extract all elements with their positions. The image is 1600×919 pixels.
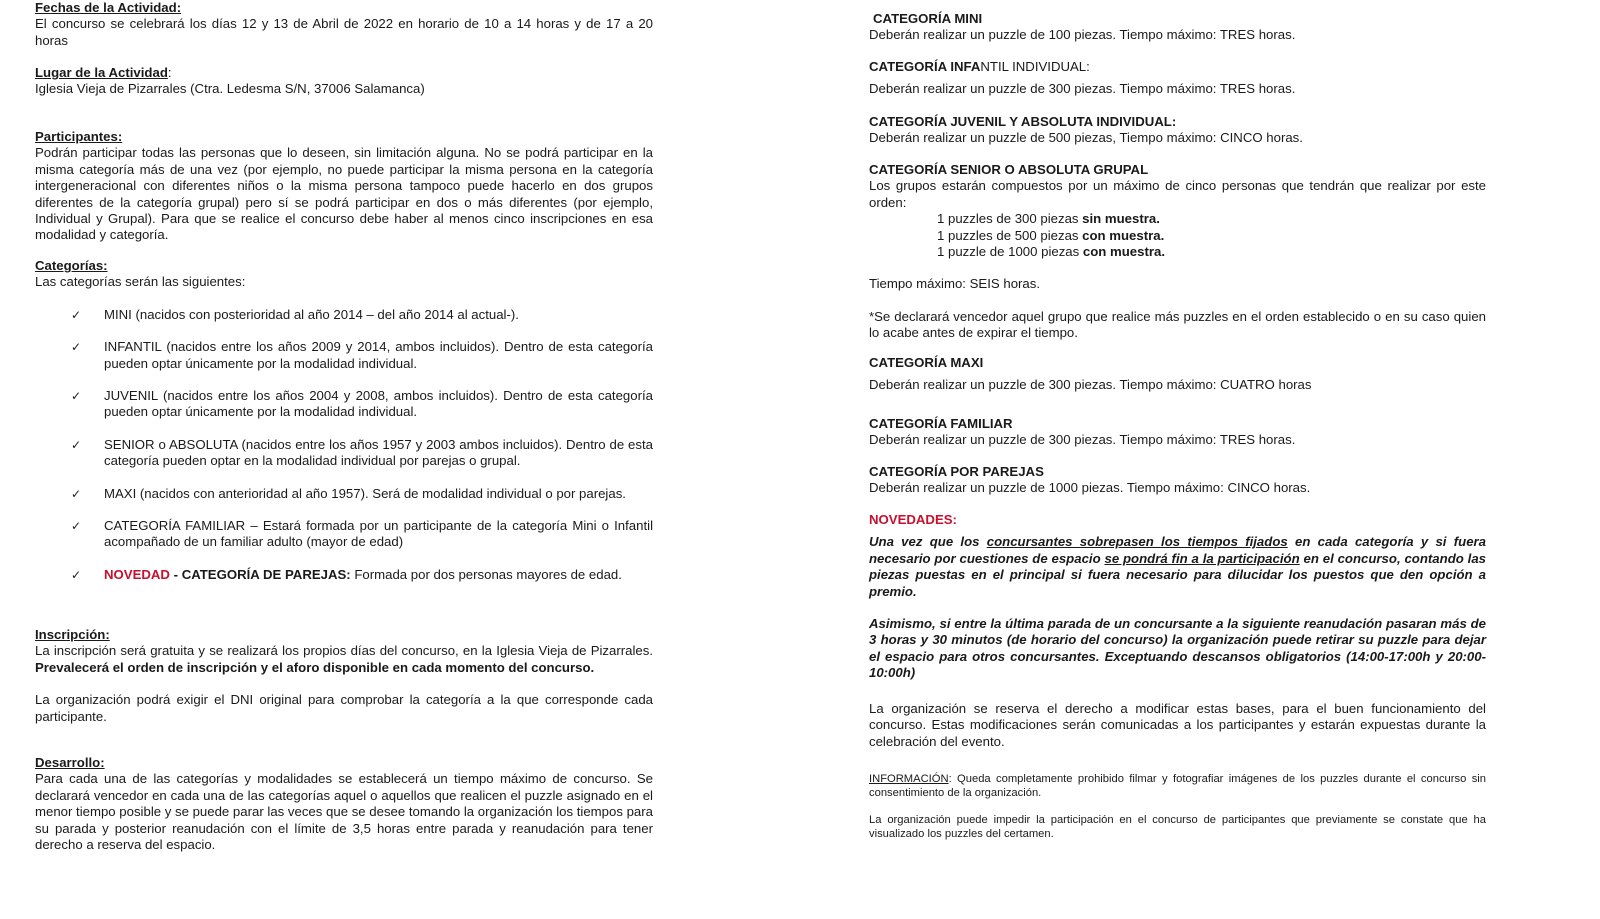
list-item (35, 437, 653, 470)
categorias-list (35, 307, 653, 583)
informacion-label: INFORMACIÓN (869, 773, 949, 785)
mini-text: Deberán realizar un puzzle de 100 piezas. Tiempo máximo: TRES horas. (869, 27, 1296, 43)
list-item (869, 211, 1486, 227)
section-lugar (35, 65, 653, 98)
novedad-sep: - (169, 566, 182, 582)
section-informacion (869, 772, 1486, 842)
senior-note: *Se declarará vencedor aquel grupo que realice más puzzles en el orden establecido o en su caso quien lo acabe antes de expirar el tiempo. (869, 308, 1486, 341)
inscripcion-dni: La organización podrá exigir el DNI original para comprobar la categoría a la que corresponde cada participante. (35, 692, 653, 724)
familiar-title: CATEGORÍA FAMILIAR (869, 416, 1013, 431)
list-item (35, 388, 653, 421)
section-maxi (869, 355, 1486, 394)
senior-item-text: 1 puzzles de 500 piezas (937, 227, 1083, 243)
desarrollo-heading: Desarrollo: (35, 755, 105, 770)
categoria-maxi: MAXI (nacidos con anterioridad al año 1957). Será de modalidad individual o por parejas. (104, 485, 626, 501)
categoria-familiar: CATEGORÍA FAMILIAR – Estará formada por un participante de la categoría Mini o Infantil acompañado de un familiar adulto (mayor de edad) (104, 518, 653, 550)
participantes-heading: Participantes: (35, 129, 123, 144)
fechas-heading: Fechas de la Actividad: (35, 0, 182, 15)
section-desarrollo (35, 755, 653, 853)
parejas-text: Deberán realizar un puzzle de 1000 piezas. Tiempo máximo: CINCO horas. (869, 480, 1311, 496)
section-mini (869, 11, 1486, 44)
check-icon: ✓ (71, 307, 82, 322)
informacion-text: : Queda completamente prohibido filmar y fotografiar imágenes de los puzzles durante el concurso sin consentimiento de la organización. (869, 773, 1486, 800)
section-juvenil (869, 114, 1486, 147)
senior-item-text: 1 puzzles de 300 piezas (937, 211, 1083, 227)
senior-item-bold: sin muestra. (1082, 211, 1160, 227)
check-icon: ✓ (71, 519, 82, 534)
participantes-text: Podrán participar todas las personas que lo deseen, sin limitación alguna. No se podrá participar en la misma categoría más de una vez (por ejemplo, no puede participar la misma persona en la categoría intergeneracional con diferentes niños o la misma persona tampoco puede hacerlo en dos grupos diferentes de la categoría grupal) pero sí se podrá participar en dos o más diferentes (por ejemplo, Individual y Grupal). Para que se realice el concurso debe haber al menos cinco inscripciones en esa modalidad y categoría. (35, 145, 653, 243)
list-item (869, 228, 1486, 244)
parejas-title: CATEGORÍA POR PAREJAS (869, 464, 1044, 479)
check-icon: ✓ (71, 340, 82, 355)
infantil-text: Deberán realizar un puzzle de 300 piezas. Tiempo máximo: TRES horas. (869, 81, 1296, 97)
novedades-p1 (869, 534, 1486, 600)
senior-item-bold: con muestra. (1082, 244, 1165, 260)
senior-title: CATEGORÍA SENIOR O ABSOLUTA GRUPAL (869, 162, 1149, 177)
categoria-mini: MINI (nacidos con posterioridad al año 2014 – del año 2014 al actual-). (104, 306, 519, 322)
senior-tiempo: Tiempo máximo: SEIS horas. (869, 276, 1041, 292)
lugar-heading: Lugar de la Actividad (35, 65, 168, 80)
infantil-title-bold: CATEGORÍA INFA (869, 59, 981, 74)
list-item (35, 518, 653, 551)
infantil-title-rest: NTIL INDIVIDUAL: (980, 59, 1090, 74)
maxi-title: CATEGORÍA MAXI (869, 355, 984, 370)
impedir-text: La organización puede impedir la participación en el concurso de participantes que previamente se constate que ha visualizado los puzzles del certamen. (869, 813, 1486, 841)
novedades-p1-b: en cada categoría y si fuera necesario por cuestiones de espacio (869, 534, 1486, 566)
list-item (35, 307, 653, 323)
novedad-title: CATEGORÍA DE PAREJAS: (181, 566, 351, 582)
novedades-p1-a: Una vez que los (869, 534, 987, 550)
section-infantil (869, 59, 1486, 98)
fechas-text: El concurso se celebrará los días 12 y 13 de Abril de 2022 en horario de 10 a 14 horas y de 17 a 20 horas (35, 16, 653, 48)
list-item (869, 244, 1486, 260)
categorias-intro: Las categorías serán las siguientes: (35, 274, 246, 290)
familiar-text: Deberán realizar un puzzle de 300 piezas. Tiempo máximo: TRES horas. (869, 432, 1296, 448)
novedades-p1-u2: se pondrá fin a la participación (1104, 550, 1300, 566)
novedades-p1-c: en el concurso, contando las piezas puestas en el principal si fuera necesario para dilucidar los puestos que den opción a premio. (869, 550, 1486, 599)
senior-text: Los grupos estarán compuestos por un máximo de cinco personas que tendrán que realizar por este orden: (869, 178, 1486, 210)
categorias-heading: Categorías: (35, 258, 108, 273)
inscripcion-text: La inscripción será gratuita y se realizará los propios días del concurso, en la Iglesia Vieja de Pizarrales. (35, 643, 653, 659)
check-icon: ✓ (71, 437, 82, 452)
desarrollo-text: Para cada una de las categorías y modalidades se establecerá un tiempo máximo de concurso. Se declarará vencedor en cada una de las categorías aquel o aquellos que realicen el puzzle asignado en el menor tiempo posible y se puede parar las veces que se desee tomando la organización los tiempos para su parada y posterior reanudación con el límite de 3,5 horas entre parada y reanudación para tener derecho a reserva del espacio. (35, 771, 653, 853)
novedad-text: Formada por dos personas mayores de edad. (350, 566, 622, 582)
inscripcion-heading: Inscripción: (35, 627, 110, 642)
novedades-heading: NOVEDADES: (869, 512, 957, 527)
section-novedades (869, 512, 1486, 682)
maxi-text: Deberán realizar un puzzle de 300 piezas. Tiempo máximo: CUATRO horas (869, 377, 1312, 393)
senior-item-text: 1 puzzle de 1000 piezas (937, 244, 1083, 260)
section-senior (869, 162, 1486, 342)
categoria-juvenil: JUVENIL (nacidos entre los años 2004 y 2008, ambos incluidos). Dentro de esta categoría pueden optar únicamente por la modalidad individual. (104, 388, 653, 420)
check-icon: ✓ (71, 486, 82, 501)
novedades-p2: Asimismo, si entre la última parada de un concursante a la siguiente reanudación pasaran más de 3 horas y 30 minutos (de horario del concurso) la organización puede retirar su puzzle para dejar el espacio para otros concursantes. Exceptuando descansos obligatorios (14:00-17:00h y 20:00-10:00h) (869, 616, 1486, 681)
section-parejas (869, 464, 1486, 497)
senior-item-bold: con muestra. (1082, 227, 1165, 243)
section-inscripcion (35, 627, 653, 725)
inscripcion-bold: Prevalecerá el orden de inscripción y el aforo disponible en cada momento del concurso. (35, 659, 595, 675)
juvenil-text: Deberán realizar un puzzle de 500 piezas, Tiempo máximo: CINCO horas. (869, 130, 1303, 146)
lugar-colon: : (167, 65, 172, 80)
juvenil-title: CATEGORÍA JUVENIL Y ABSOLUTA INDIVIDUAL: (869, 114, 1177, 129)
lugar-text: Iglesia Vieja de Pizarrales (Ctra. Ledesma S/N, 37006 Salamanca) (35, 81, 425, 97)
list-item (35, 486, 653, 502)
check-icon: ✓ (71, 567, 82, 582)
list-item (35, 339, 653, 372)
section-categorias (35, 258, 653, 583)
check-icon: ✓ (71, 389, 82, 404)
section-participantes (35, 129, 653, 244)
novedades-p1-u1: concursantes sobrepasen los tiempos fijados (986, 534, 1288, 550)
section-fechas (35, 0, 653, 49)
section-organizacion (869, 701, 1486, 750)
section-familiar (869, 416, 1486, 449)
categoria-senior: SENIOR o ABSOLUTA (nacidos entre los años 1957 y 2003 ambos incluidos). Dentro de esta categoría pueden optar en la modalidad individual por parejas o grupal. (104, 436, 653, 469)
list-item (35, 567, 653, 583)
categoria-infantil: INFANTIL (nacidos entre los años 2009 y 2014, ambos incluidos). Dentro de esta categoría pueden optar únicamente por la modalidad individual. (104, 339, 653, 371)
novedad-label: NOVEDAD (104, 566, 170, 582)
mini-title: CATEGORÍA MINI (873, 11, 983, 26)
organizacion-text: La organización se reserva el derecho a modificar estas bases, para el buen funcionamiento del concurso. Estas modificaciones serán comunicadas a los participantes y estarán expuestas durante la celebración del evento. (869, 701, 1486, 749)
